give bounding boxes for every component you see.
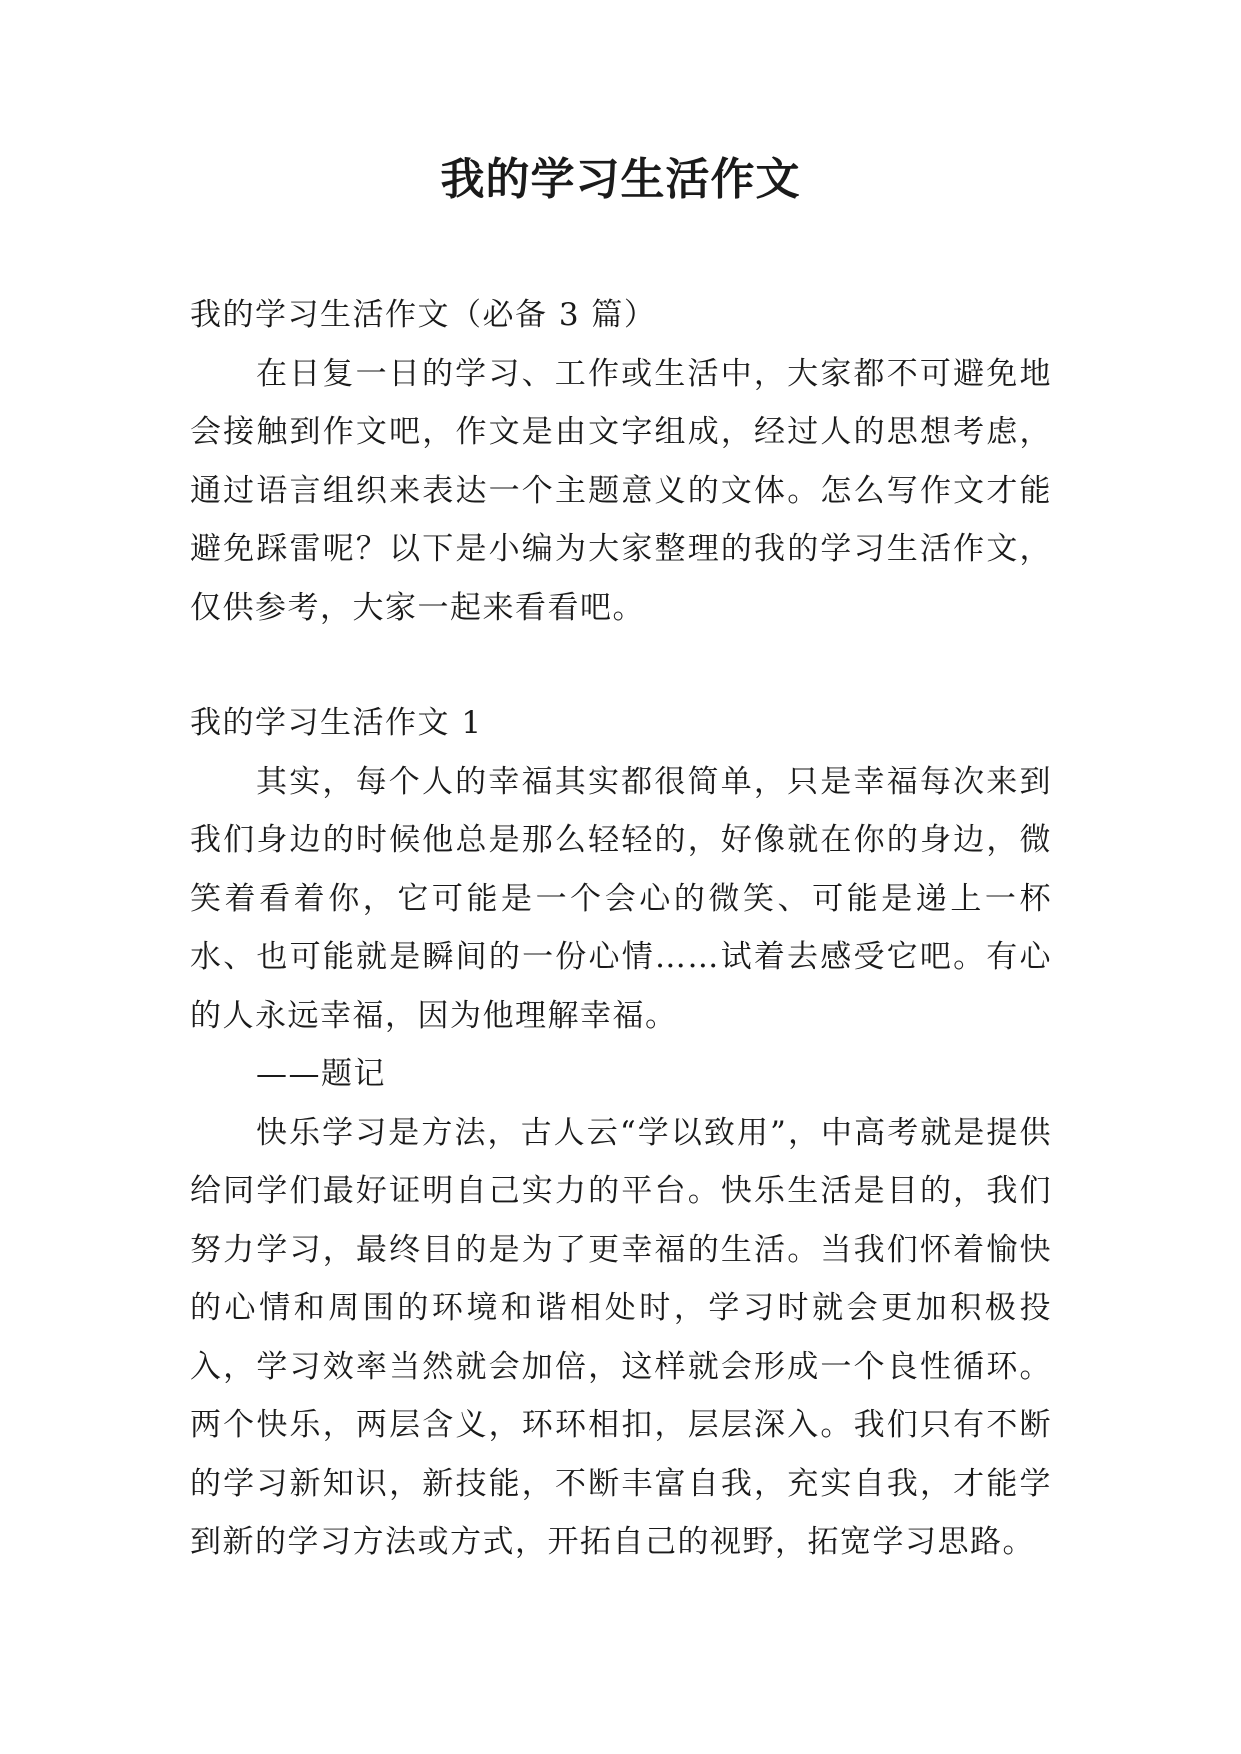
essay1-epigraph: ——题记: [256, 1056, 386, 1092]
document-body: [190, 286, 1052, 1572]
document-subtitle: 我的学习生活作文（必备 3 篇）: [190, 297, 657, 333]
section-spacer: [190, 637, 1052, 694]
essay1-heading: 我的学习生活作文 1: [190, 705, 483, 741]
essay1-paragraph-2: 快乐学习是方法，古人云“学以致用”，中高考就是提供给同学们最好证明自己实力的平台。快乐生活是目的，我们努力学习，最终目的是为了更幸福的生活。当我们怀着愉快的心情和周围的环境和谐相处时，学习时就会更加积极投入，学习效率当然就会加倍，这样就会形成一个良性循环。两个快乐，两层含义，环环相扣，层层深入。我们只有不断的学习新知识，新技能，不断丰富自我，充实自我，才能学到新的学习方法或方式，开拓自己的视野，拓宽学习思路。: [190, 1114, 1052, 1560]
essay1-paragraph-1: 其实，每个人的幸福其实都很简单，只是幸福每次来到我们身边的时候他总是那么轻轻的，好像就在你的身边，微笑着看着你，它可能是一个会心的微笑、可能是递上一杯水、也可能就是瞬间的一份心情……试着去感受它吧。有心的人永远幸福，因为他理解幸福。: [190, 763, 1052, 1034]
intro-paragraph: 在日复一日的学习、工作或生活中，大家都不可避免地会接触到作文吧，作文是由文字组成，经过人的思想考虑，通过语言组织来表达一个主题意义的文体。怎么写作文才能避免踩雷呢？以下是小编为大家整理的我的学习生活作文，仅供参考，大家一起来看看吧。: [190, 355, 1052, 626]
document-title: 我的学习生活作文: [440, 154, 801, 205]
